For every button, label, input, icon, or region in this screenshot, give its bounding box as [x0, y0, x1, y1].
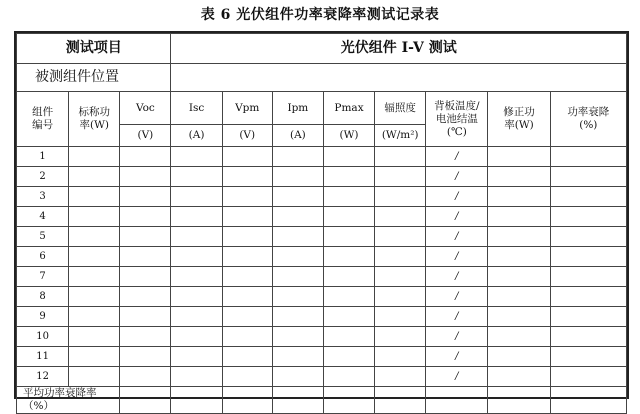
- table-row: [17, 207, 627, 227]
- entry-cell[interactable]: [323, 227, 374, 247]
- entry-cell[interactable]: [120, 207, 171, 227]
- column-unit: (A): [171, 125, 222, 147]
- entry-cell[interactable]: [323, 327, 374, 347]
- entry-cell[interactable]: [120, 147, 171, 167]
- entry-cell[interactable]: [222, 307, 272, 327]
- entry-cell[interactable]: [69, 307, 120, 327]
- table-row: [17, 307, 627, 327]
- entry-cell[interactable]: [550, 147, 626, 167]
- entry-cell[interactable]: [171, 187, 222, 207]
- table-row: [17, 187, 627, 207]
- entry-cell[interactable]: [69, 367, 120, 387]
- entry-cell[interactable]: [550, 227, 626, 247]
- temperature-cell: /: [426, 147, 488, 167]
- entry-cell[interactable]: [272, 167, 323, 187]
- entry-cell[interactable]: [69, 147, 120, 167]
- module-number: 10: [17, 327, 69, 347]
- entry-cell[interactable]: [375, 367, 426, 387]
- entry-cell[interactable]: [171, 347, 222, 367]
- entry-cell[interactable]: [171, 247, 222, 267]
- entry-cell[interactable]: [120, 227, 171, 247]
- entry-cell[interactable]: [69, 347, 120, 367]
- column-header: 辐照度: [375, 92, 426, 125]
- entry-cell[interactable]: [550, 327, 626, 347]
- column-unit: (W/m²): [375, 125, 426, 147]
- entry-cell[interactable]: [488, 287, 550, 307]
- entry-cell[interactable]: [375, 347, 426, 367]
- entry-cell[interactable]: [488, 227, 550, 247]
- entry-cell[interactable]: [488, 307, 550, 327]
- entry-cell[interactable]: [222, 227, 272, 247]
- entry-cell[interactable]: [323, 267, 374, 287]
- location-label: 被测组件位置: [17, 64, 171, 92]
- column-header: 组件 编号: [17, 92, 69, 147]
- entry-cell[interactable]: [488, 167, 550, 187]
- entry-cell[interactable]: [550, 307, 626, 327]
- entry-cell[interactable]: [550, 207, 626, 227]
- location-value[interactable]: [171, 64, 627, 92]
- average-degradation-value[interactable]: [550, 387, 626, 414]
- entry-cell[interactable]: [69, 287, 120, 307]
- entry-cell[interactable]: [488, 367, 550, 387]
- entry-cell[interactable]: [272, 307, 323, 327]
- table-row: [17, 247, 627, 267]
- entry-cell[interactable]: [323, 147, 374, 167]
- entry-cell[interactable]: [375, 167, 426, 187]
- temperature-cell: /: [426, 227, 488, 247]
- table-row: [17, 347, 627, 367]
- entry-cell[interactable]: [120, 267, 171, 287]
- temperature-cell: /: [426, 267, 488, 287]
- entry-cell[interactable]: [120, 327, 171, 347]
- entry-cell[interactable]: [550, 167, 626, 187]
- entry-cell[interactable]: [222, 247, 272, 267]
- entry-cell[interactable]: [272, 327, 323, 347]
- entry-cell[interactable]: [222, 267, 272, 287]
- entry-cell[interactable]: [272, 287, 323, 307]
- module-number: 1: [17, 147, 69, 167]
- entry-cell[interactable]: [171, 287, 222, 307]
- column-header: 修正功 率(W): [488, 92, 550, 147]
- column-unit: (V): [222, 125, 272, 147]
- temperature-cell: /: [426, 287, 488, 307]
- entry-cell[interactable]: [171, 147, 222, 167]
- table-row: [17, 147, 627, 167]
- entry-cell[interactable]: [69, 227, 120, 247]
- entry-cell[interactable]: [375, 147, 426, 167]
- temperature-cell: /: [426, 247, 488, 267]
- entry-cell[interactable]: [323, 247, 374, 267]
- entry-cell[interactable]: [272, 207, 323, 227]
- entry-cell[interactable]: [120, 187, 171, 207]
- table-row: [17, 167, 627, 187]
- module-number: 6: [17, 247, 69, 267]
- entry-cell[interactable]: [222, 367, 272, 387]
- entry-cell[interactable]: [272, 187, 323, 207]
- entry-cell[interactable]: [550, 347, 626, 367]
- module-number: 12: [17, 367, 69, 387]
- entry-cell[interactable]: [222, 287, 272, 307]
- entry-cell[interactable]: [323, 187, 374, 207]
- entry-cell[interactable]: [222, 347, 272, 367]
- entry-cell[interactable]: [550, 187, 626, 207]
- average-degradation-label: 平均功率衰降率（%）: [17, 387, 120, 414]
- entry-cell[interactable]: [120, 347, 171, 367]
- entry-cell[interactable]: [323, 207, 374, 227]
- entry-cell[interactable]: [323, 367, 374, 387]
- entry-cell[interactable]: [120, 247, 171, 267]
- entry-cell[interactable]: [171, 167, 222, 187]
- table-row: [17, 267, 627, 287]
- column-unit: (V): [120, 125, 171, 147]
- entry-cell[interactable]: [120, 367, 171, 387]
- power-degradation-table: [14, 31, 629, 412]
- module-number: 4: [17, 207, 69, 227]
- entry-cell[interactable]: [171, 367, 222, 387]
- entry-cell[interactable]: [69, 207, 120, 227]
- module-number: 5: [17, 227, 69, 247]
- entry-cell[interactable]: [69, 247, 120, 267]
- module-number: 9: [17, 307, 69, 327]
- entry-cell[interactable]: [272, 367, 323, 387]
- module-number: 11: [17, 347, 69, 367]
- entry-cell[interactable]: [488, 347, 550, 367]
- column-header: Ipm: [272, 92, 323, 125]
- column-header: 功率衰降 (%): [550, 92, 626, 147]
- temperature-cell: /: [426, 367, 488, 387]
- column-header: 标称功 率(W): [69, 92, 120, 147]
- entry-cell[interactable]: [171, 227, 222, 247]
- module-number: 3: [17, 187, 69, 207]
- entry-cell[interactable]: [550, 247, 626, 267]
- temperature-cell: /: [426, 327, 488, 347]
- entry-cell[interactable]: [222, 327, 272, 347]
- table-caption: 表 6 光伏组件功率衰降率测试记录表: [200, 7, 440, 23]
- entry-cell[interactable]: [488, 267, 550, 287]
- module-number: 8: [17, 287, 69, 307]
- entry-cell[interactable]: [323, 287, 374, 307]
- entry-cell[interactable]: [375, 187, 426, 207]
- entry-cell[interactable]: [272, 267, 323, 287]
- entry-cell[interactable]: [272, 227, 323, 247]
- entry-cell[interactable]: [69, 327, 120, 347]
- entry-cell[interactable]: [488, 327, 550, 347]
- table-row: [17, 227, 627, 247]
- temperature-cell: /: [426, 187, 488, 207]
- entry-cell[interactable]: [222, 207, 272, 227]
- column-header: Isc: [171, 92, 222, 125]
- column-unit: (A): [272, 125, 323, 147]
- entry-cell[interactable]: [171, 327, 222, 347]
- entry-cell[interactable]: [120, 307, 171, 327]
- entry-cell[interactable]: [488, 147, 550, 167]
- entry-cell[interactable]: [120, 287, 171, 307]
- entry-cell[interactable]: [550, 267, 626, 287]
- table-row: [17, 327, 627, 347]
- entry-cell[interactable]: [488, 187, 550, 207]
- table-row: [17, 287, 627, 307]
- entry-cell[interactable]: [375, 307, 426, 327]
- entry-cell[interactable]: [375, 247, 426, 267]
- entry-cell[interactable]: [488, 207, 550, 227]
- temperature-cell: /: [426, 167, 488, 187]
- entry-cell[interactable]: [69, 187, 120, 207]
- entry-cell[interactable]: [323, 347, 374, 367]
- column-unit: (W): [323, 125, 374, 147]
- module-number: 7: [17, 267, 69, 287]
- entry-cell[interactable]: [488, 247, 550, 267]
- entry-cell[interactable]: [120, 167, 171, 187]
- module-number: 2: [17, 167, 69, 187]
- entry-cell[interactable]: [171, 267, 222, 287]
- entry-cell[interactable]: [69, 267, 120, 287]
- entry-cell[interactable]: [272, 347, 323, 367]
- entry-cell[interactable]: [550, 287, 626, 307]
- test-name: 光伏组件 I-V 测试: [171, 34, 627, 64]
- entry-cell[interactable]: [375, 207, 426, 227]
- entry-cell[interactable]: [222, 147, 272, 167]
- entry-cell[interactable]: [375, 327, 426, 347]
- entry-cell[interactable]: [69, 167, 120, 187]
- table-row: [17, 367, 627, 387]
- entry-cell[interactable]: [171, 307, 222, 327]
- entry-cell[interactable]: [550, 367, 626, 387]
- entry-cell[interactable]: [272, 147, 323, 167]
- column-header: Voc: [120, 92, 171, 125]
- entry-cell[interactable]: [323, 167, 374, 187]
- column-header: Vpm: [222, 92, 272, 125]
- temperature-cell: /: [426, 207, 488, 227]
- entry-cell[interactable]: [171, 207, 222, 227]
- entry-cell[interactable]: [222, 167, 272, 187]
- entry-cell[interactable]: [375, 227, 426, 247]
- test-item-label: 测试项目: [17, 34, 171, 64]
- entry-cell[interactable]: [375, 287, 426, 307]
- column-header: 背板温度/ 电池结温 (℃): [426, 92, 488, 147]
- temperature-cell: /: [426, 307, 488, 327]
- entry-cell[interactable]: [222, 187, 272, 207]
- entry-cell[interactable]: [375, 267, 426, 287]
- column-header: Pmax: [323, 92, 374, 125]
- entry-cell[interactable]: [323, 307, 374, 327]
- temperature-cell: /: [426, 347, 488, 367]
- entry-cell[interactable]: [272, 247, 323, 267]
